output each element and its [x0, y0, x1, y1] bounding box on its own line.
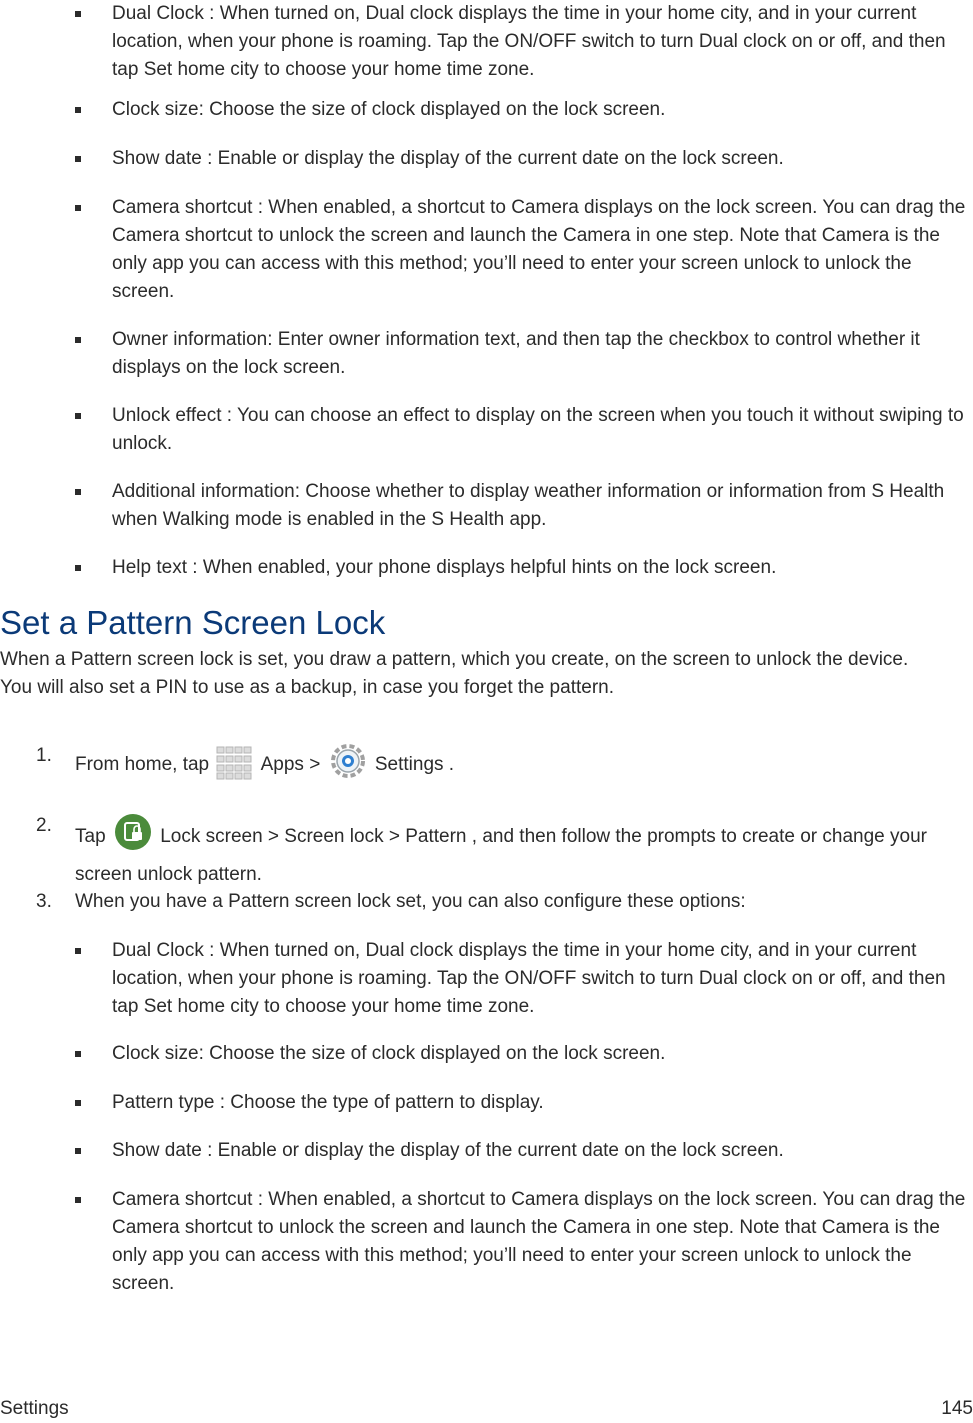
bullet-text: Additional information: Choose whether to display weather information or information from S Health when Walking mode is enabled in the S Health app.	[112, 481, 945, 530]
bullet-text: Dual Clock : When turned on, Dual clock displays the time in your home city, and in your current location, when your phone is roaming. Tap the ON/OFF switch to turn Dual clock on or off, and then tap Set home city to choose your home time zone.	[112, 3, 946, 80]
section-intro: When a Pattern screen lock is set, you draw a pattern, which you create, on the screen to unlock the device. You will also set a PIN to use as a backup, in case you forget the pattern.	[0, 649, 909, 698]
bullet-marker	[75, 489, 81, 495]
section-heading: Set a Pattern Screen Lock	[0, 604, 386, 641]
bullet-marker	[75, 1197, 81, 1203]
settings-label: Settings .	[374, 754, 455, 775]
bullet-marker	[75, 11, 81, 17]
bullet-marker	[75, 1051, 81, 1057]
bullet-marker	[75, 107, 81, 113]
step-text: From home, tap	[75, 754, 210, 775]
bullet-text: Pattern type : Choose the type of pattern to display.	[112, 1092, 544, 1113]
settings-gear-icon	[328, 742, 368, 789]
bullet-marker	[75, 337, 81, 343]
footer-page-number: 145	[941, 1398, 973, 1419]
bullet-marker	[75, 948, 81, 954]
bullet-marker	[75, 156, 81, 162]
bullet-marker	[75, 205, 81, 211]
bullet-text: Unlock effect : You can choose an effect to display on the screen when you touch it without swiping to unlock.	[112, 405, 964, 454]
step-number: 3.	[36, 891, 52, 912]
apps-grid-icon	[216, 746, 254, 789]
lock-screen-icon	[113, 812, 153, 861]
bullet-text: Dual Clock : When turned on, Dual clock displays the time in your home city, and in your current location, when your phone is roaming. Tap the ON/OFF switch to turn Dual clock on or off, and then tap Set home city to choose your home time zone.	[112, 940, 946, 1017]
footer-section-name: Settings	[0, 1398, 69, 1419]
bullet-text: Owner information: Enter owner information text, and then tap the checkbox to control whether it displays on the lock screen.	[112, 329, 920, 378]
bullet-marker	[75, 1148, 81, 1154]
step-number: 1.	[36, 745, 52, 766]
bullet-text: Clock size: Choose the size of clock displayed on the lock screen.	[112, 1043, 666, 1064]
apps-label: Apps >	[260, 754, 321, 775]
step-text: When you have a Pattern screen lock set, you can also configure these options:	[75, 891, 746, 912]
step-number: 2.	[36, 815, 52, 836]
bullet-marker	[75, 1100, 81, 1106]
bullet-text: Clock size: Choose the size of clock displayed on the lock screen.	[112, 99, 666, 120]
step-text: Tap	[75, 826, 106, 847]
bullet-marker	[75, 565, 81, 571]
bullet-text: Help text : When enabled, your phone displays helpful hints on the lock screen.	[112, 557, 777, 578]
bullet-text: Camera shortcut : When enabled, a shortcut to Camera displays on the lock screen. You can drag the Camera shortcut to unlock the screen and launch the Camera in one step. Note that Camera is the only app you can access with this method; you’ll need to enter your screen unlock to unlock the screen.	[112, 1189, 966, 1294]
bullet-text: Show date : Enable or display the display of the current date on the lock screen.	[112, 1140, 784, 1161]
bullet-marker	[75, 413, 81, 419]
bullet-text: Camera shortcut : When enabled, a shortcut to Camera displays on the lock screen. You can drag the Camera shortcut to unlock the screen and launch the Camera in one step. Note that Camera is the only app you can access with this method; you’ll need to enter your screen unlock to unlock the screen.	[112, 197, 966, 302]
bullet-text: Show date : Enable or display the display of the current date on the lock screen.	[112, 148, 784, 169]
step-text-rest: Lock screen > Screen lock > Pattern , and then follow the prompts to create or change your screen unlock pattern.	[75, 826, 927, 885]
